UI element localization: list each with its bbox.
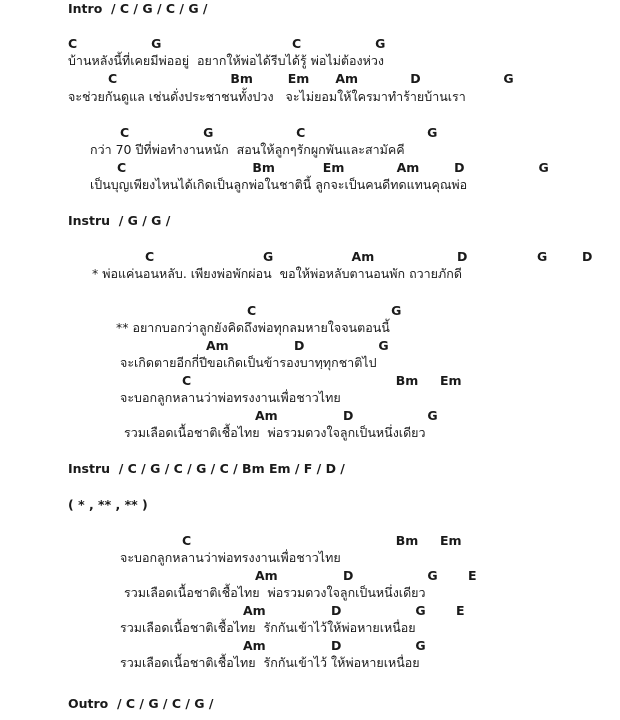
section-repeat: ( * , ** , ** ) <box>68 497 148 512</box>
lyric-line: จะบอกลูกหลานว่าพ่อทรงงานเพื่อชาวไทย <box>120 390 341 405</box>
lyric-line: รวมเลือดเนื้อชาติเชื้อไทย พ่อรวมดวงใจลูกเป็นหนึ่งเดียว <box>124 585 426 600</box>
lyric-line-chorus: * พ่อแค่นอนหลับ. เพียงพ่อพักผ่อน ขอให้พ่อหลับตานอนพัก ถวายภักดี <box>92 266 462 281</box>
chord-line: C Bm Em Am D G <box>108 71 514 86</box>
chord-line: C G Am D G D <box>145 249 593 264</box>
chord-line: Am D G <box>255 408 438 423</box>
lyric-line: จะช่วยกันดูแล เช่นดั่งประชาชนทั้งปวง จะไม่ยอมให้ใครมาทำร้ายบ้านเรา <box>68 89 466 104</box>
chord-line: C G C G <box>68 36 386 51</box>
section-outro: Outro / C / G / C / G / <box>68 696 214 711</box>
chord-line: Am D G E <box>255 568 477 583</box>
lyric-line-verse: ** อยากบอกว่าลูกยังคิดถึงพ่อทุกลมหายใจจนตอนนี้ <box>116 320 390 335</box>
chord-line: C G C G <box>120 125 438 140</box>
chord-line: C G <box>247 303 402 318</box>
section-intro: Intro / C / G / C / G / <box>68 1 208 16</box>
lyric-line: จะเกิดตายอีกกี่ปีขอเกิดเป็นข้ารองบาทฺทุกชาติไป <box>120 355 377 370</box>
lyric-line: รวมเลือดเนื้อชาติเชื้อไทย พ่อรวมดวงใจลูกเป็นหนึ่งเดียว <box>124 425 426 440</box>
chord-line: Am D G <box>243 638 426 653</box>
section-instru: Instru / C / G / C / G / C / Bm Em / F / D / <box>68 461 345 476</box>
section-instru: Instru / G / G / <box>68 213 171 228</box>
lyric-line: รวมเลือดเนื้อชาติเชื้อไทย รักกันเข้าไว้ให้พ่อหายเหนื่อย <box>120 620 416 635</box>
chord-line: C Bm Em Am D G <box>117 160 549 175</box>
lyric-line: จะบอกลูกหลานว่าพ่อทรงงานเพื่อชาวไทย <box>120 550 341 565</box>
lyric-line: กว่า 70 ปีที่พ่อทำงานหนัก สอนให้ลูกๆรักผูกพันและสามัคคี <box>90 142 405 157</box>
chord-line: C Bm Em <box>182 533 462 548</box>
lyric-line: บ้านหลังนี้ที่เคยมีพ่ออยู่ อยากให้พ่อได้รีบได้รู้ พ่อไม่ต้องห่วง <box>68 53 385 68</box>
chord-line: Am D G <box>206 338 389 353</box>
lyric-line: เป็นบุญเพียงไหนได้เกิดเป็นลูกพ่อในชาตินี้ ลูกจะเป็นคนดีทดแทนคุณพ่อ <box>90 177 468 192</box>
chord-line: C Bm Em <box>182 373 462 388</box>
lyric-line: รวมเลือดเนื้อชาติเชื้อไทย รักกันเข้าไว้ ให้พ่อหายเหนื่อย <box>120 655 420 670</box>
chord-line: Am D G E <box>243 603 465 618</box>
